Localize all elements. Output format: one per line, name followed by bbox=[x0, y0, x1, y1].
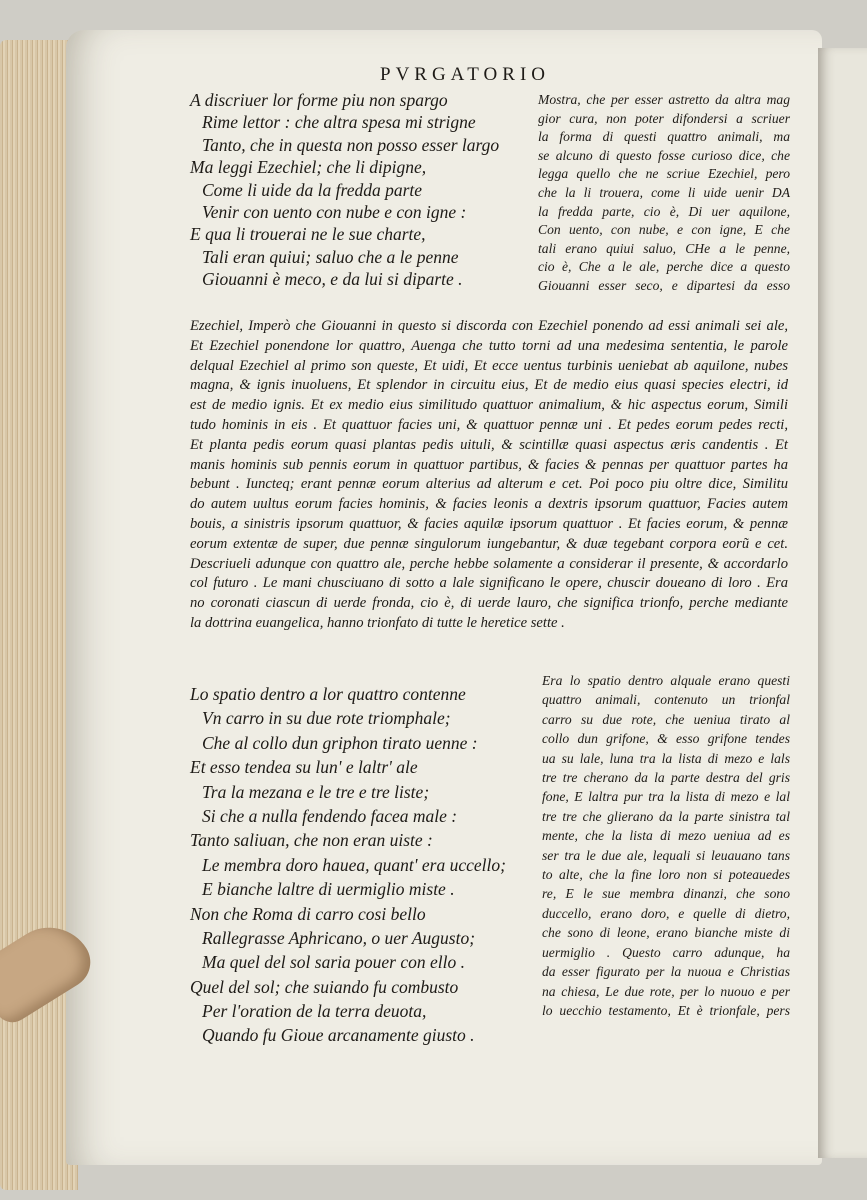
commentary-line: tali erano quiui saluo, CHe a le penne, bbox=[538, 240, 790, 256]
verse-line: Per l'oration de la terra deuota, bbox=[202, 1001, 427, 1022]
commentary-line: Mostra, che per esser astretto da altra mag bbox=[538, 92, 790, 107]
verse-line: Non che Roma di carro cosi bello bbox=[190, 903, 426, 924]
verse-line: Quel del sol; che suiando fu combusto bbox=[190, 976, 459, 997]
verse-line: Rallegrasse Aphricano, o uer Augusto; bbox=[202, 927, 476, 948]
commentary-line: Giouanni esser seco, e dipartesi da esso bbox=[538, 277, 790, 293]
commentary-line: Era lo spatio dentro alquale erano questi bbox=[542, 673, 790, 688]
commentary-line: duccello, erano doro, e quelle di dietro, bbox=[542, 905, 790, 921]
verse-line: E qua li trouerai ne le sue charte, bbox=[190, 224, 426, 245]
verse-line: E bianche laltre di uermiglio miste . bbox=[202, 879, 455, 900]
prose-line: bebunt . Iuncteq; erant pennæ eorum alterius ad alterum e cet. Poi poco piu oltre dice, Similitu bbox=[190, 476, 788, 493]
prose-line: est de medio ignis. Et ex medio eius similitudo quattuor animalium, & hic aspectus eorum, Simili bbox=[190, 397, 788, 414]
verse-line: Tanto saliuan, che non eran uiste : bbox=[190, 830, 433, 851]
prose-line: Et Ezechiel ponendone lor quattro, Auenga che tutto torni ad una medesima sententia, le parole bbox=[190, 337, 788, 354]
commentary-line: to alte, che la fine loro non si poteauedes bbox=[542, 867, 790, 883]
verse-line: Tanto, che in questa non posso esser largo bbox=[202, 134, 500, 155]
prose-line: tudo hominis in eis . Et quattuor facies uni, & quattuor pennæ uni . Et pedes eorum pedes recti, bbox=[190, 416, 788, 433]
verse-block-top bbox=[190, 90, 499, 292]
commentary-line: ser tra le due ale, lequali si leuauano tans bbox=[542, 847, 790, 863]
commentary-line: mente, che la lista di mezo ueniua ad es bbox=[542, 828, 790, 844]
verse-line: Tali eran quiui; saluo che a le penne bbox=[202, 246, 459, 267]
prose-line: Et planta pedis eorum quasi plantas pedis uituli, & scintillæ quasi aspectus æris candentis . Et bbox=[190, 436, 788, 453]
prose-line: Ezechiel, Imperò che Giouanni in questo si discorda con Ezechiel ponendo ad essi animali sei ale, bbox=[190, 318, 788, 334]
running-header: PVRGATORIO bbox=[380, 64, 551, 85]
commentary-line: legga quello che ne scriue Ezechiel, pero bbox=[538, 166, 790, 182]
prose-line: manis hominis sub pennis eorum in quattuor partibus, & facies & pennas per quattuor partes ha bbox=[190, 456, 788, 473]
verse-line: Quando fu Gioue arcanamente giusto . bbox=[202, 1025, 475, 1046]
verse-line: A discriuer lor forme piu non spargo bbox=[190, 90, 448, 110]
verse-line: Le membra doro hauea, quant' era uccello; bbox=[202, 854, 506, 875]
facing-page-edge bbox=[818, 48, 867, 1158]
commentary-line: tre tre cherano da la parte destra del gris bbox=[542, 770, 790, 786]
commentary-line: Con uento, con nube, e con igne, E che bbox=[538, 222, 790, 238]
verse-line: Ma quel del sol saria pouer con ello . bbox=[202, 952, 465, 973]
verse-line: Si che a nulla fendendo facea male : bbox=[202, 805, 458, 826]
commentary-line: quattro animali, contenuto un trionfal bbox=[542, 692, 790, 708]
commentary-line: uermiglio . Questo carro adunque, ha bbox=[542, 944, 790, 960]
commentary-line: na chiesa, Le due rote, per lo nuouo e per bbox=[542, 983, 790, 999]
commentary-line: tre tre che glierano da la parte sinistra tal bbox=[542, 808, 790, 824]
commentary-line: cio è, Che a le ale, perche dice a questo bbox=[538, 259, 790, 275]
verse-line: Et esso tendea su lun' e laltr' ale bbox=[190, 757, 418, 778]
prose-line: delqual Ezechiel al primo son queste, Et uidi, Et ecce uentus turbinis ueniebat ab aquilone, nubes bbox=[190, 357, 788, 374]
verse-line: Lo spatio dentro a lor quattro contenne bbox=[190, 684, 466, 704]
commentary-bottom bbox=[542, 671, 790, 1020]
commentary-line: fone, E laltra pur tra la lista di mezo e lal bbox=[542, 789, 790, 805]
verse-line: Ma leggi Ezechiel; che li dipigne, bbox=[190, 157, 427, 178]
prose-line: magna, & ignis inuoluens, Et splendor in circuitu eius, Et de medio eius quasi species electri, id bbox=[190, 377, 788, 394]
prose-line: eorum extentæ de super, due pennæ singulorum iungebantur, & duæ tegebant corpora eorũ e cet. bbox=[190, 535, 788, 552]
verse-line: Rime lettor : che altra spesa mi strigne bbox=[202, 112, 476, 133]
commentary-line: collo dun grifone, & esso grifone tendes bbox=[542, 731, 790, 747]
commentary-line: se alcuno di questo fosse curioso dice, che bbox=[538, 147, 790, 163]
commentary-line: ua su lale, luna tra la lista di mezo e lals bbox=[542, 750, 790, 766]
commentary-line: carro su due rote, che ueniua tirato al bbox=[542, 711, 790, 727]
commentary-line: la fredda parte, cio è, Di uer aquilone, bbox=[538, 203, 790, 219]
verse-line: Giouanni è meco, e da lui si diparte . bbox=[202, 269, 463, 290]
prose-line: Descriueli adunque con quattro ale, perche hebbe solamente a considerar il presente, & accordarlo bbox=[190, 555, 788, 572]
verse-block-bottom bbox=[190, 682, 506, 1048]
commentary-line: la forma di questi quattro animali, ma bbox=[538, 129, 790, 145]
verse-line: Che al collo dun griphon tirato uenne : bbox=[202, 732, 478, 753]
commentary-line: gior cura, non poter difondersi a scriuer bbox=[538, 110, 790, 126]
prose-line: col futuro . Le mani chusciuano di sotto a lale significano le opere, chuscir doueano di loro . Era bbox=[190, 575, 788, 592]
prose-line: no coronati ciascun di uerde fronda, cio è, di uerde lauro, che significa trionfo, perche mediante bbox=[190, 595, 788, 612]
commentary-line: che sono di leone, erano bianche miste di bbox=[542, 925, 790, 941]
commentary-line: lo uecchio testamento, Et è trionfale, pers bbox=[542, 1002, 790, 1018]
prose-commentary bbox=[190, 318, 788, 635]
prose-line: do autem uultus eorum facies hominis, & facies leonis a dextris ipsorum quattuor, Facies autem bbox=[190, 496, 788, 513]
commentary-line: da esser figurato per la nuoua e Christias bbox=[542, 964, 790, 980]
verse-line: Come li uide da la fredda parte bbox=[202, 179, 423, 200]
verse-line: Vn carro in su due rote triomphale; bbox=[202, 708, 451, 729]
verse-line: Venir con uento con nube e con igne : bbox=[202, 201, 467, 222]
commentary-top bbox=[538, 91, 790, 296]
commentary-line: re, E le sue membra dinanzi, che sono bbox=[542, 886, 790, 902]
verse-line: Tra la mezana e le tre e tre liste; bbox=[202, 781, 430, 802]
prose-line: bouis, a sinistris ipsorum quattuor, & facies aquilæ ipsorum quattuor . Et facies eorum, & pennæ bbox=[190, 515, 788, 532]
commentary-line: che la li trouera, come li uide uenir DA bbox=[538, 184, 790, 200]
prose-line: la dottrina euangelica, hanno trionfato di tutte le heretice sette . bbox=[190, 614, 565, 631]
